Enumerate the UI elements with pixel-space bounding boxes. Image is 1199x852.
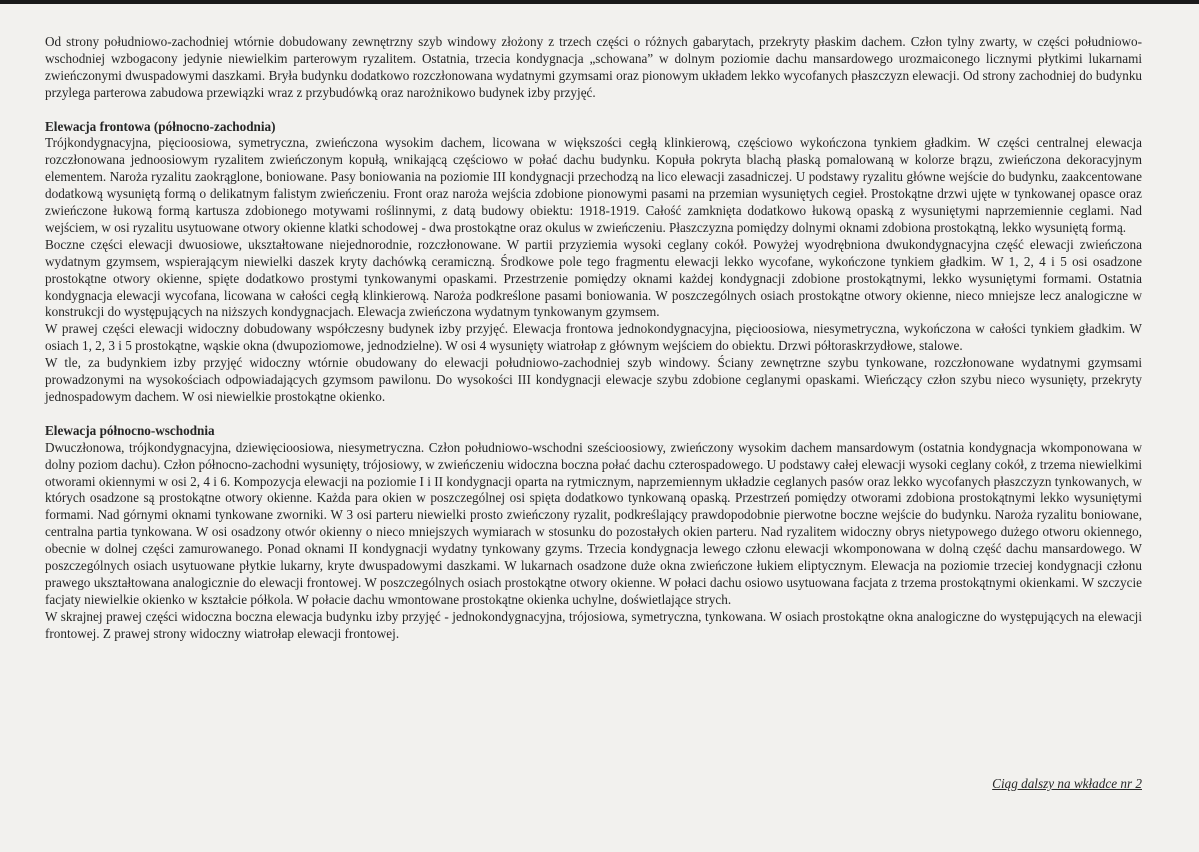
scan-top-edge [0,0,1199,4]
northeast-paragraph: Dwuczłonowa, trójkondygnacyjna, dziewięcioosiowa, niesymetryczna. Człon południowo-wschodni sześcioosiowy, zwieńczony wysokim dachem mansardowym (ostatnia kondygnacja wkomponowana w dolny poziom dachu). Człon północno-zachodni wysunięty, trójosiowy, w zwieńczeniu widoczna boczna połać dachu czterospadowego. U podstawy całej elewacji wysoki ceglany cokół, z trzema niewielkimi otworami okiennymi w osi 2, 4 i 6. Kompozycja elewacji na poziomie I i II kondygnacji oparta na rytmicznym, naprzemiennym układzie ceglanych pasów oraz lekko wycofanych płaszczyzn tynkowanych, w których osadzone są prostokątne otwory okienne. Każda para okien w poszczególnej osi spięta dodatkowo tynkowaną opaską. Przestrzeń pomiędzy otworami zdobiona prostokątnymi lekko wysuniętymi formami. Nad górnymi oknami tynkowane zworniki. W 3 osi parteru niewielki prosto zwieńczony ryzalit, podkreślający prawdopodobnie pierwotne boczne wejście do budynku. Naroża ryzalitu boniowane, centralna partia tynkowana. W osi osadzony otwór okienny o nieco mniejszych wymiarach w stosunku do pozostałych okien parteru. Nad ryzalitem widoczny obrys nietypowego dużego otworu okiennego, obecnie w dolnej części zamurowanego. Ponad oknami II kondygnacji wydatny tynkowany gzyms. Trzecia kondygnacja lewego członu elewacji wkomponowana w dolną część dachu mansardowego. W poszczególnych osiach usytuowane płytkie lukarny, kryte dwuspadowymi daszkami. W lukarnach osadzone duże okna zwieńczone łukiem eliptycznym. Elewacja na poziomie trzeciej kondygnacji członu prawego ukształtowana analogicznie do elewacji frontowej. W poszczególnych osiach prostokątne otwory okienne. W połaci dachu osiowo usytuowana facjata z trzema prostokątnymi okienkami. W szczycie facjaty niewielkie okienko w kształcie półkola. W połacie dachu wmontowane prostokątne okienka uchylne, doświetlające strych. [45,439,1142,607]
paragraph-gap [45,406,1142,423]
continuation-note: Ciąg dalszy na wkładce nr 2 [992,776,1142,791]
northeast-paragraph: W skrajnej prawej części widoczna boczna elewacja budynku izby przyjęć - jednokondygnacyjna, trójosiowa, symetryczna, tynkowana. W osiach prostokątne okna analogiczne do występujących na elewacji frontowej. Z prawej strony widoczny wiatrołap elewacji frontowej. [45,608,1142,641]
front-paragraph: W tle, za budynkiem izby przyjęć widoczny wtórnie obudowany do elewacji południowo-zachodniej szyb windowy. Ściany zewnętrzne szybu tynkowane, rozczłonowane wydatnymi gzymsami prowadzonymi na wysokościach odpowiadających gzymsom pawilonu. Do wysokości III kondygnacji elewacje szybu zdobione ceglanymi opaskami. Wieńczący człon szybu nieco wysunięty, przekryty jednospadowym dachem. W osi niewielkie prostokątne okienko. [45,355,1142,405]
section-heading-front: Elewacja frontowa (północno-zachodnia) [45,118,276,134]
paragraph-gap [45,102,1142,119]
document-body [45,34,1142,643]
section-heading-northeast: Elewacja północno-wschodnia [45,422,215,438]
intro-paragraph: Od strony południowo-zachodniej wtórnie dobudowany zewnętrzny szyb windowy złożony z trzech części o różnych gabarytach, przekryty płaskim dachem. Człon tylny zwarty, w części południowo-wschodniej wzbogacony jedynie niewielkim parterowym ryzalitem. Ostatnia, trzecia kondygnacja „schowana” w dolnym poziomie dachu mansardowego urozmaiconego licznymi płytkimi lukarnami zwieńczonymi dwuspadowymi daszkami. Bryła budynku dodatkowo rozczłonowana wydatnymi gzymsami oraz pionowym układem lekko wycofanych płaszczyzn elewacji. Od strony zachodniej do budynku przylega parterowa zabudowa przewiązki wraz z przybudówką oraz narożnikowo budynek izby przyjęć. [45,34,1142,100]
front-paragraph: Boczne części elewacji dwuosiowe, ukształtowane niejednorodnie, rozczłonowane. W partii przyziemia wysoki ceglany cokół. Powyżej wyodrębniona dwukondygnacyjna część elewacji zwieńczona wydatnym gzymsem, wspierającym niewielki daszek kryty dachówką ceramiczną. Środkowe pole tego fragmentu elewacji lekko wycofane, wykończone tynkiem gładkim. W 1, 2, 4 i 5 osi osadzone prostokątne otwory okienne, spięte dodatkowo prostymi tynkowanymi opaskami. Przestrzenie pomiędzy oknami każdej kondygnacji zdobione prostokątnymi, lekko wysuniętymi formami. Ostatnia kondygnacja elewacji wycofana, licowana w całości cegłą klinkierową. Naroża podkreślone pasami boniowania. W poszczególnych osiach prostokątne otwory okienne, nieco mniejsze lecz analogiczne w konstrukcji do występujących na niższych kondygnacjach. Elewacja zwieńczona wydatnym tynkowanym gzymsem. [45,236,1142,320]
front-paragraph: Trójkondygnacyjna, pięcioosiowa, symetryczna, zwieńczona wysokim dachem, licowana w większości cegłą klinkierową, częściowo wykończona tynkiem gładkim. W części centralnej elewacja rozczłonowana jednoosiowym ryzalitem zwieńczonym kopułą, wnikającą częściowo w połać dachu budynku. Kopuła pokryta blachą płaską pomalowaną w kolorze brązu, zwieńczona dekoracyjnym elementem. Naroża ryzalitu zaokrąglone, boniowane. Pasy boniowania na poziomie III kondygnacji przechodzą na lico elewacji zasadniczej. U podstawy ryzalitu główne wejście do budynku, zaakcentowane dodatkową wysuniętą formą o delikatnym falistym zwieńczeniu. Front oraz naroża wejścia zdobione pionowymi pasami na przemian wysuniętych cegieł. Prostokątne drzwi ujęte w tynkowanej opasce oraz zwieńczone łukową formą kartusza zdobionego motywami roślinnymi, z datą budowy obiektu: 1918-1919. Całość zamknięta dodatkowo łukową opaską z wysuniętymi naprzemiennie ceglami. Nad wejściem, w osi ryzalitu usytuowane otwory okienne klatki schodowej - dwa prostokątne oraz okulus w zwieńczeniu. Płaszczyzna pomiędzy dolnymi oknami zdobiona prostokątną, lekko wysuniętą formą. [45,135,1142,235]
front-paragraph: W prawej części elewacji widoczny dobudowany współczesny budynek izby przyjęć. Elewacja frontowa jednokondygnacyjna, pięcioosiowa, niesymetryczna, wykończona w całości tynkiem gładkim. W osiach 1, 2, 3 i 5 prostokątne, wąskie okna (dwupoziomowe, jednodzielne). W osi 4 wysunięty wiatrołap z głównym wejściem do obiektu. Drzwi półtoraskrzydłowe, stalowe. [45,321,1143,354]
